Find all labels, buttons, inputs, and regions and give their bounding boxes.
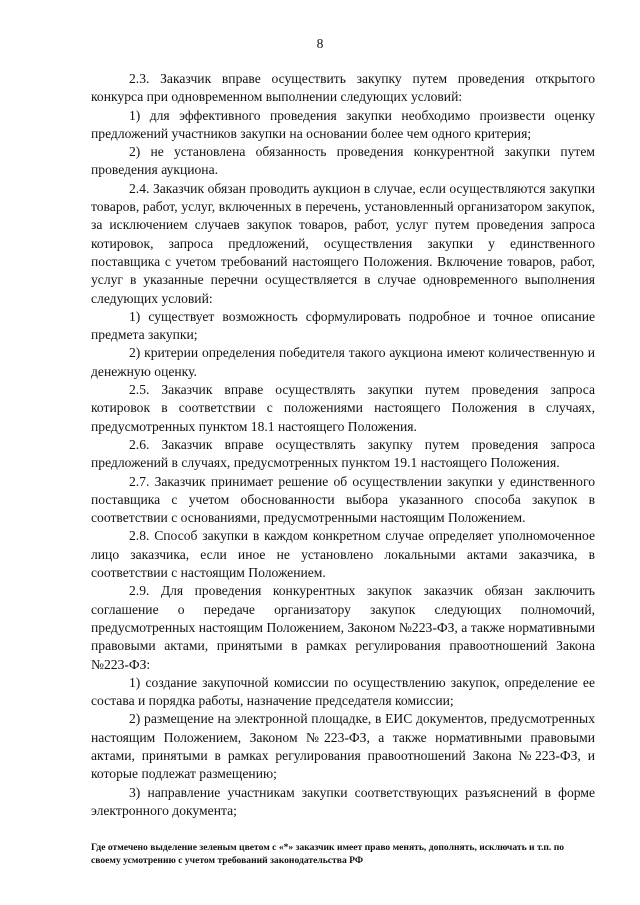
paragraph-2-3: 2.3. Заказчик вправе осуществить закупку путем проведения открытого конкурса при одновременном выполнении следующих условий: xyxy=(91,71,595,105)
paragraph-2-6: 2.6. Заказчик вправе осуществлять закупку путем проведения запроса предложений в случаях, предусмотренных пунктом 19.1 настоящего Положения. xyxy=(91,436,595,471)
paragraph-2-9-item-2: 2) размещение на электронной площадке, в ЕИС документов, предусмотренных настоящим Положением, Законом №223-ФЗ, а также нормативными правовыми актами, принятыми в рамках регулирования правоотношений Закона №223-ФЗ, и которые подлежат размещению; xyxy=(91,711,595,782)
paragraph-2-4: 2.4. Заказчик обязан проводить аукцион в случае, если осуществляются закупки товаров, работ, услуг, включенных в перечень, установленный организатором закупок, за исключением случаев закупок товаров, работ, услуг путем проведения запроса котировок, запроса предложений, осуществления закупки у единственного поставщика с учетом требований настоящего Положения. Включение товаров, работ, услуг в указанные перечни осуществляется в случае одновременного выполнения следующих условий: xyxy=(91,180,595,306)
paragraph-2-9: 2.9. Для проведения конкурентных закупок заказчик обязан заключить соглашение о передаче организатору закупок следующих полномочий, предусмотренных настоящим Положением, Законом №223-ФЗ, а также нормативными правовыми актами, принятыми в рамках регулирования правоотношений Закона №223-ФЗ: xyxy=(91,583,595,672)
paragraph-2-4-item-1: 1) существует возможность сформулировать подробное и точное описание предмета закупки; xyxy=(91,308,595,343)
paragraph-2-9-item-1: 1) создание закупочной комиссии по осуществлению закупок, определение ее состава и порядка работы, назначение председателя комиссии; xyxy=(91,674,595,709)
paragraph-2-3-item-2: 2) не установлена обязанность проведения конкурентной закупки путем проведения аукциона. xyxy=(91,144,595,178)
paragraph-2-5: 2.5. Заказчик вправе осуществлять закупки путем проведения запроса котировок в соответствии с положениями настоящего Положения в случаях, предусмотренных пунктом 18.1 настоящего Положения. xyxy=(91,382,595,434)
paragraph-2-3-item-1: 1) для эффективного проведения закупки необходимо произвести оценку предложений участников закупки на основании более чем одного критерия; xyxy=(91,107,595,141)
paragraph-2-4-item-2: 2) критерии определения победителя такого аукциона имеют количественную и денежную оценку. xyxy=(91,345,595,379)
footnote: Где отмечено выделение зеленым цветом с «*» заказчик имеет право менять, дополнять, исключать и т.п. по своему усмотрению с учетом требований законодательства РФ xyxy=(91,842,565,867)
paragraph-2-9-item-3: 3) направление участникам закупки соответствующих разъяснений в форме электронного документа; xyxy=(91,784,595,818)
paragraph-2-8: 2.8. Способ закупки в каждом конкретном случае определяет уполномоченное лицо заказчика, если иное не установлено локальными актами заказчика, в соответствии с настоящим Положением. xyxy=(91,528,595,581)
paragraph-2-7: 2.7. Заказчик принимает решение об осуществлении закупки у единственного поставщика с учетом обоснованности выбора указанного способа закупок в соответствии с основаниями, предусмотренными настоящим Положением. xyxy=(91,473,595,526)
document-body xyxy=(91,70,595,820)
page-number: 8 xyxy=(316,36,324,51)
